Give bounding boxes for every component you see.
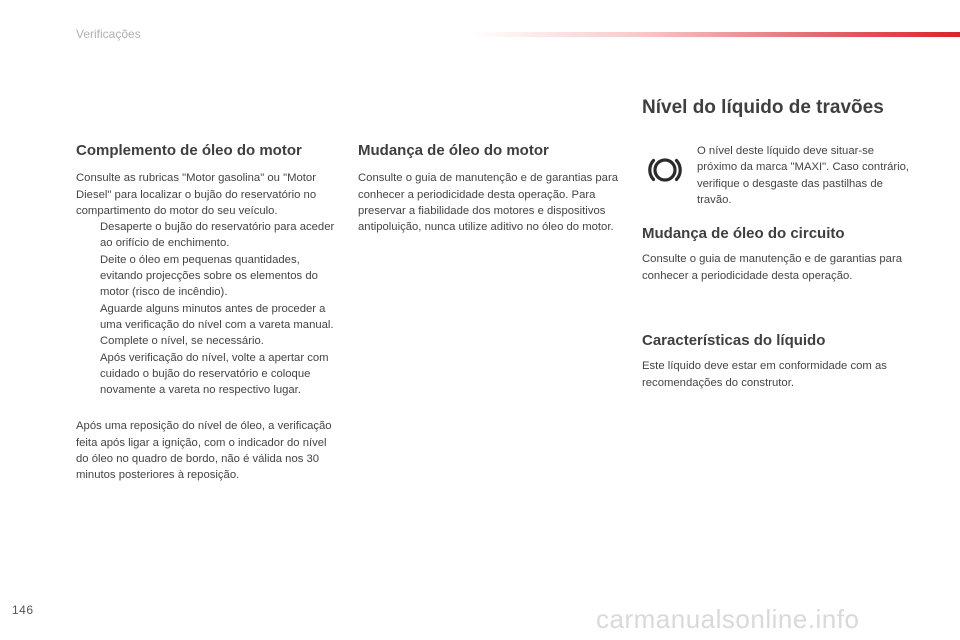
engine-oil-change-title: Mudança de óleo do motor <box>358 142 549 159</box>
section-title: Verificações <box>76 27 141 41</box>
engine-oil-topup-section <box>76 143 338 484</box>
list-item: Aguarde alguns minutos antes de proceder a uma verificação do nível com a vareta manual. <box>100 302 334 331</box>
engine-oil-topup-intro: Consulte as rubricas "Motor gasolina" ou "Motor Diesel" para localizar o bujão do reservatório no compartimento do motor do seu veículo. <box>76 172 317 217</box>
fluid-characteristics-section <box>642 333 922 391</box>
header-accent-bar <box>470 32 960 37</box>
engine-oil-topup-title: Complemento de óleo do motor <box>76 142 302 159</box>
brake-fluid-level-title: Nível do líquido de travões <box>642 97 884 118</box>
brake-fluid-level-text: O nível deste líquido deve situar-se próximo da marca "MAXI". Caso contrário, verifique o desgaste das pastilhas de travão. <box>697 145 910 206</box>
circuit-oil-change-section <box>642 226 922 284</box>
engine-oil-topup-note: Após uma reposição do nível de óleo, a verificação feita após ligar a ignição, com o indicador do nível do óleo no quadro de bordo, não é válida nos 30 minutos posteriores à reposição. <box>76 420 332 482</box>
engine-oil-change-body: Consulte o guia de manutenção e de garantias para conhecer a periodicidade desta operação. Para preservar a fiabilidade dos motores e dispositivos antipoluição, nunca utilize aditivo no óleo do motor. <box>358 172 619 234</box>
engine-oil-topup-steps <box>76 219 338 398</box>
page-number: 146 <box>12 603 34 617</box>
list-item: Desaperte o bujão do reservatório para aceder ao orifício de enchimento. <box>100 221 335 250</box>
list-item: Após verificação do nível, volte a apertar com cuidado o bujão do reservatório e coloque novamente a vareta no respectivo lugar. <box>100 351 329 397</box>
brake-warning-icon <box>646 151 684 189</box>
circuit-oil-change-body: Consulte o guia de manutenção e de garantias para conhecer a periodicidade desta operação. <box>642 253 903 282</box>
list-item: Complete o nível, se necessário. <box>100 335 264 348</box>
watermark: carmanualsonline.info <box>596 604 860 634</box>
fluid-characteristics-body: Este líquido deve estar em conformidade com as recomendações do construtor. <box>642 360 887 389</box>
list-item: Deite o óleo em pequenas quantidades, evitando projecções sobre os elementos do motor (risco de incêndio). <box>100 253 318 299</box>
engine-oil-change-section <box>358 143 620 235</box>
circuit-oil-change-title: Mudança de óleo do circuito <box>642 225 845 242</box>
fluid-characteristics-title: Características do líquido <box>642 332 826 349</box>
